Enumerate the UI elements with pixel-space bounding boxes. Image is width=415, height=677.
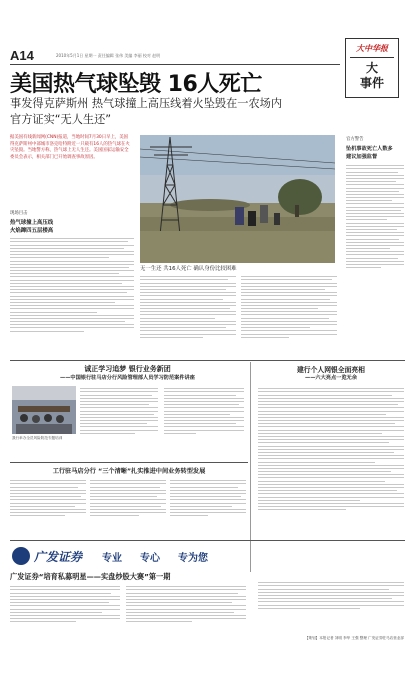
mid-left-photo: [12, 386, 76, 434]
mid-left-headline-1: 诚正学习追梦 银行业务新团: [84, 365, 171, 373]
mid-left-caption: 我行举办全员风险防范专题培训: [12, 436, 63, 440]
mid-left-body-a: [80, 386, 158, 436]
mid-left-body-b: [164, 386, 244, 436]
masthead-rule: [10, 64, 340, 65]
paper-logo: 大中华报: [356, 43, 388, 53]
ad-slogan-1: 专业: [102, 553, 122, 564]
side-news-headline-1: 热气球撞上高压线: [10, 220, 54, 226]
section-label: 大: [365, 61, 378, 75]
photo-caption: 无一生还 共16人死亡 确认身份比较困难: [140, 266, 237, 272]
ad-slogan-2: 专心: [140, 553, 160, 564]
ad-slogan-3: 专为您: [178, 553, 208, 564]
side-news-tag: 现场目击: [10, 211, 28, 216]
right-col-headline-1: 坠机事故死亡人数多: [346, 146, 393, 152]
lower-left-body-b: [90, 478, 166, 518]
mid-right-body: [258, 386, 404, 513]
footer-credit: 【策划】本报记者 刘明 李华 王强 整理 广发证券驻马店营业部: [304, 636, 404, 640]
side-news-headline-2: 火焰蹿四五层楼高: [10, 228, 54, 234]
right-col-body: [346, 163, 404, 270]
ad-banner: [10, 544, 248, 568]
lead-subhead-1: 事发得克萨斯州 热气球撞上高压线着火坠毁在一农场内: [10, 97, 283, 110]
paper-logo-box: [345, 38, 399, 98]
mid-right-headline-2: ——六大亮点一览无余: [305, 375, 357, 381]
ad-headline: 广发证券“培育私募明星——实盘炒股大赛”第一期: [10, 572, 171, 581]
lead-body-col-2: [241, 274, 337, 340]
page-number: A14: [10, 48, 34, 63]
balloon-crash-scene-photo: [140, 135, 335, 263]
section-divider-2: [10, 462, 248, 463]
right-col-headline-2: 建议加强监督: [346, 154, 378, 160]
ad-brand: 广发证券: [34, 550, 83, 564]
date-line: 2010年5月1日 星期一 责任编辑 张伟 美编 李丽 校对 赵明: [56, 53, 161, 58]
lower-right-body: [258, 580, 404, 611]
lower-left-headline: 工行驻马店分行 “三个清晰”扎实推进中间业务转型发展: [52, 468, 206, 475]
mid-right-headline-1: 建行个人网银全面亮相: [297, 366, 365, 374]
right-col-tag: 官方警告: [346, 137, 364, 142]
section-divider-3: [10, 540, 405, 541]
section-divider-1: [10, 360, 405, 361]
lower-left-body-a: [10, 478, 86, 518]
ad-body-a: [10, 584, 120, 624]
mid-left-headline-2: ——中国银行驻马店分行风险管理部人员学习防范案件讲座: [60, 375, 195, 381]
lead-body-col-1: [140, 274, 236, 340]
lower-left-body-c: [170, 478, 246, 518]
lead-headline: 美国热气球坠毁 16人死亡: [10, 72, 262, 97]
training-session-photo: [12, 386, 76, 434]
lead-photo: [140, 135, 335, 263]
section-label-2: 事件: [359, 76, 384, 90]
side-news-body: [10, 236, 134, 334]
lead-intro: 据美国有线新闻网(CNN)报道，当地时间7月30日早上，美国得克萨斯州中部城市洛克哈特附近一只载有16人的热气球在火灾坠毁。当地警方称，热气球上无人生还。美国国家运输安全委员会表示，相关部门已开始调查事故原因。: [10, 135, 130, 161]
brand-logo-icon: [12, 547, 30, 565]
ad-body-b: [126, 584, 246, 624]
lead-subhead-2: 官方证实“无人生还”: [10, 113, 112, 126]
